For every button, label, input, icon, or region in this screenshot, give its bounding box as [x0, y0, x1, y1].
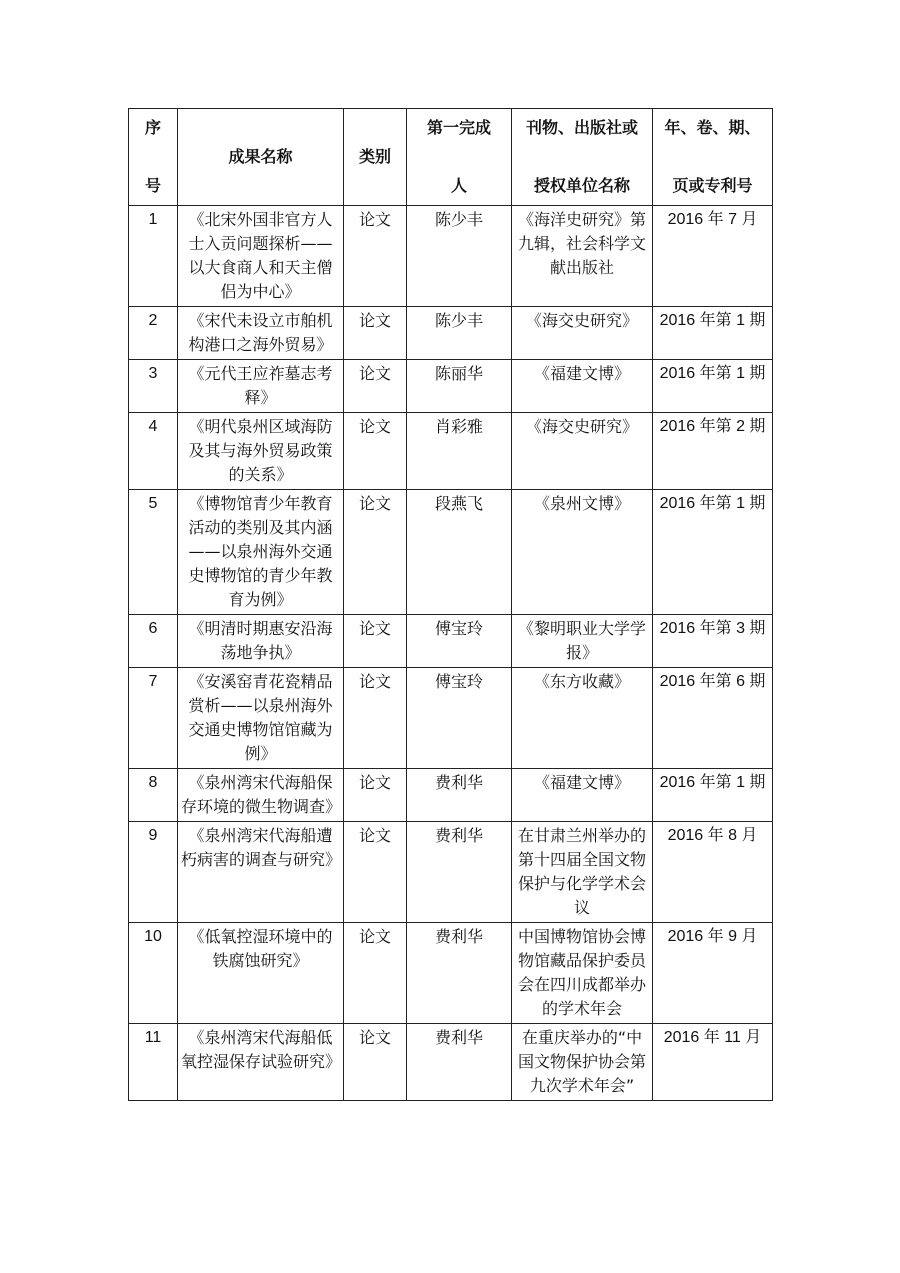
table-row — [129, 360, 773, 413]
cell-author: 陈少丰 — [407, 307, 512, 360]
cell-author: 费利华 — [407, 769, 512, 822]
table-row — [129, 1024, 773, 1101]
cell-seq: 7 — [129, 668, 178, 769]
cell-publisher: 《海交史研究》 — [512, 307, 653, 360]
cell-publisher: 《福建文博》 — [512, 360, 653, 413]
cell-seq: 4 — [129, 413, 178, 490]
table-row — [129, 307, 773, 360]
header-seq: 序 号 — [129, 109, 178, 206]
cell-publisher: 《东方收藏》 — [512, 668, 653, 769]
cell-category: 论文 — [344, 413, 407, 490]
cell-title: 《北宋外国非官方人士入贡问题探析——以大食商人和天主僧侣为中心》 — [178, 206, 344, 307]
table-row — [129, 668, 773, 769]
table-row — [129, 490, 773, 615]
cell-publisher: 《泉州文博》 — [512, 490, 653, 615]
cell-category: 论文 — [344, 668, 407, 769]
cell-seq: 10 — [129, 923, 178, 1024]
cell-category: 论文 — [344, 1024, 407, 1101]
cell-category: 论文 — [344, 490, 407, 615]
cell-category: 论文 — [344, 360, 407, 413]
cell-date: 2016 年 7 月 — [653, 206, 773, 307]
achievements-table — [128, 108, 773, 1101]
cell-category: 论文 — [344, 615, 407, 668]
cell-seq: 2 — [129, 307, 178, 360]
cell-category: 论文 — [344, 822, 407, 923]
header-title: 成果名称 — [178, 109, 344, 206]
cell-category: 论文 — [344, 206, 407, 307]
cell-date: 2016 年 11 月 — [653, 1024, 773, 1101]
table-row — [129, 769, 773, 822]
cell-date: 2016 年第 1 期 — [653, 490, 773, 615]
cell-title: 《低氧控湿环境中的铁腐蚀研究》 — [178, 923, 344, 1024]
cell-publisher: 在甘肃兰州举办的第十四届全国文物保护与化学学术会议 — [512, 822, 653, 923]
cell-title: 《泉州湾宋代海船遭朽病害的调查与研究》 — [178, 822, 344, 923]
table-row — [129, 822, 773, 923]
cell-seq: 11 — [129, 1024, 178, 1101]
cell-title: 《宋代未设立市舶机构港口之海外贸易》 — [178, 307, 344, 360]
cell-date: 2016 年 8 月 — [653, 822, 773, 923]
cell-title: 《安溪窑青花瓷精品赏析——以泉州海外交通史博物馆馆藏为例》 — [178, 668, 344, 769]
cell-publisher: 《黎明职业大学学报》 — [512, 615, 653, 668]
cell-title: 《博物馆青少年教育活动的类别及其内涵——以泉州海外交通史博物馆的青少年教育为例》 — [178, 490, 344, 615]
cell-seq: 3 — [129, 360, 178, 413]
cell-date: 2016 年第 3 期 — [653, 615, 773, 668]
cell-author: 陈少丰 — [407, 206, 512, 307]
cell-publisher: 《海交史研究》 — [512, 413, 653, 490]
cell-author: 费利华 — [407, 822, 512, 923]
table-row — [129, 206, 773, 307]
cell-publisher: 在重庆举办的“中国文物保护协会第九次学术年会” — [512, 1024, 653, 1101]
cell-publisher: 《福建文博》 — [512, 769, 653, 822]
cell-date: 2016 年第 1 期 — [653, 769, 773, 822]
cell-date: 2016 年第 6 期 — [653, 668, 773, 769]
cell-seq: 5 — [129, 490, 178, 615]
header-category: 类别 — [344, 109, 407, 206]
cell-seq: 8 — [129, 769, 178, 822]
cell-author: 傅宝玲 — [407, 668, 512, 769]
cell-category: 论文 — [344, 307, 407, 360]
header-publisher: 刊物、出版社或 授权单位名称 — [512, 109, 653, 206]
table-body — [129, 206, 773, 1101]
cell-publisher: 《海洋史研究》第九辑，社会科学文献出版社 — [512, 206, 653, 307]
table-row — [129, 615, 773, 668]
cell-author: 傅宝玲 — [407, 615, 512, 668]
table-row — [129, 413, 773, 490]
cell-date: 2016 年第 1 期 — [653, 360, 773, 413]
cell-seq: 1 — [129, 206, 178, 307]
cell-date: 2016 年第 1 期 — [653, 307, 773, 360]
cell-author: 费利华 — [407, 1024, 512, 1101]
header-date: 年、卷、期、 页或专利号 — [653, 109, 773, 206]
cell-title: 《泉州湾宋代海船低氧控湿保存试验研究》 — [178, 1024, 344, 1101]
cell-author: 段燕飞 — [407, 490, 512, 615]
cell-seq: 9 — [129, 822, 178, 923]
cell-date: 2016 年 9 月 — [653, 923, 773, 1024]
table-row — [129, 923, 773, 1024]
cell-category: 论文 — [344, 923, 407, 1024]
cell-author: 肖彩雅 — [407, 413, 512, 490]
cell-publisher: 中国博物馆协会博物馆藏品保护委员会在四川成都举办的学术年会 — [512, 923, 653, 1024]
cell-title: 《明代泉州区域海防及其与海外贸易政策的关系》 — [178, 413, 344, 490]
cell-title: 《明清时期惠安沿海荡地争执》 — [178, 615, 344, 668]
header-author: 第一完成 人 — [407, 109, 512, 206]
header-row — [129, 109, 773, 206]
cell-title: 《元代王应祚墓志考释》 — [178, 360, 344, 413]
cell-title: 《泉州湾宋代海船保存环境的微生物调查》 — [178, 769, 344, 822]
cell-author: 费利华 — [407, 923, 512, 1024]
cell-author: 陈丽华 — [407, 360, 512, 413]
cell-category: 论文 — [344, 769, 407, 822]
cell-seq: 6 — [129, 615, 178, 668]
cell-date: 2016 年第 2 期 — [653, 413, 773, 490]
